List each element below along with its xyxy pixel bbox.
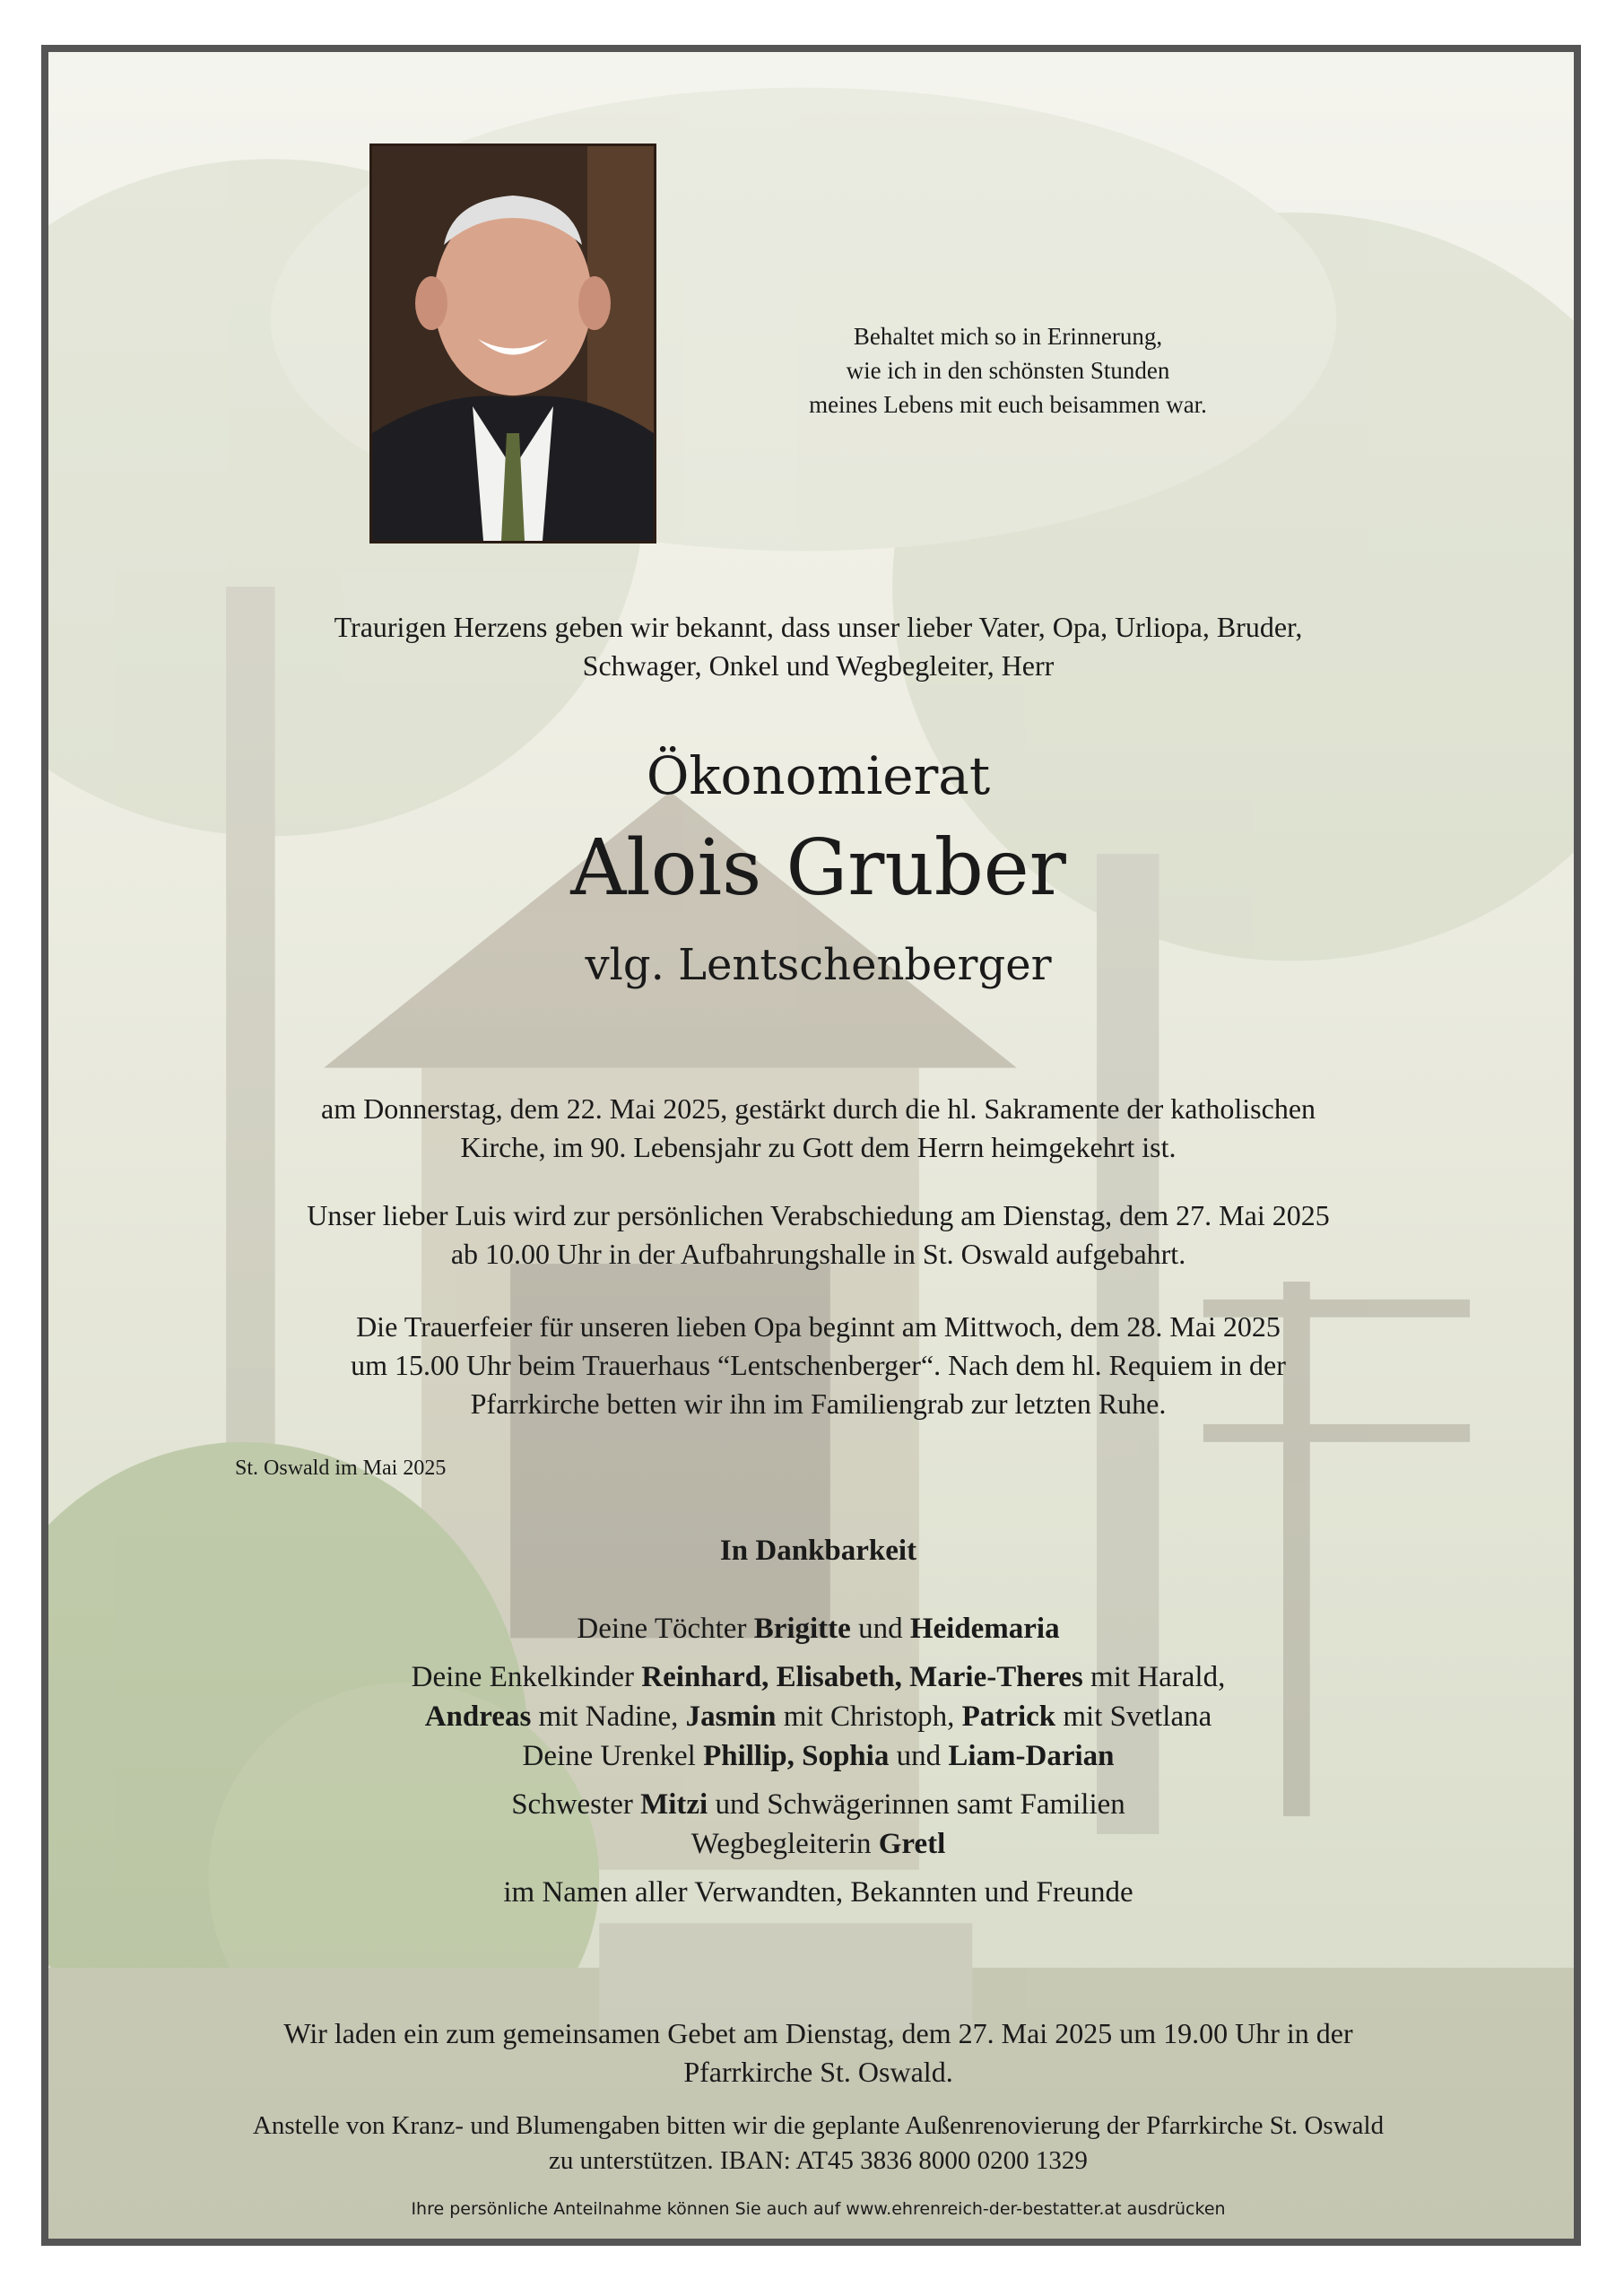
thanks-heading: In Dankbarkeit [719,1535,917,1567]
mourner-name: Heidemaria [909,1613,1060,1645]
family-daughters: Deine Töchter Brigitte und Heidemaria [577,1613,1060,1645]
funeral-paragraph [138,1308,1498,1423]
poem-line: wie ich in den schönsten Stunden [846,357,1170,384]
mourner-name: Phillip, Sophia [703,1740,890,1772]
family-grandchildren: Andreas mit Nadine, Jasmin mit Christoph, Patrick mit Svetlana [424,1700,1212,1733]
family-great-grandchildren: Deine Urenkel Phillip, Sophia und Liam-Darian [522,1740,1115,1772]
portrait-photo [369,144,656,544]
viewing-paragraph [138,1196,1498,1274]
place-date: St. Oswald im Mai 2025 [235,1457,447,1480]
memorial-poem [739,319,1277,422]
paragraph-line: um 15.00 Uhr beim Trauerhaus “Lentschenberger“. Nach dem hl. Requiem in der [351,1349,1286,1381]
paragraph-line: Unser lieber Luis wird zur persönlichen Verabschiedung am Dienstag, dem 27. Mai 2025 [307,1199,1330,1231]
mourner-name: Mitzi [640,1788,708,1821]
mourner-name: Jasmin [685,1700,777,1733]
family-all-relatives: im Namen aller Verwandten, Bekannten und Freunde [503,1876,1133,1909]
paragraph-line: am Donnerstag, dem 22. Mai 2025, gestärkt durch die hl. Sakramente der katholischen [320,1092,1316,1125]
deceased-title: Ökonomierat [646,745,991,806]
intro-line: Schwager, Onkel und Wegbegleiter, Herr [582,649,1055,682]
poem-line: Behaltet mich so in Erinnerung, [853,323,1163,350]
paragraph-line: Die Trauerfeier für unseren lieben Opa beginnt am Mittwoch, dem 28. Mai 2025 [356,1310,1281,1343]
paragraph-line: Kirche, im 90. Lebensjahr zu Gott dem Herrn heimgekehrt ist. [460,1131,1177,1163]
family-grandchildren: Deine Enkelkinder Reinhard, Elisabeth, Marie-Theres mit Harald, [411,1661,1226,1693]
deceased-nickname: vlg. Lentschenberger [585,940,1052,990]
mourner-name: Andreas [424,1700,532,1733]
family-companion: Wegbegleiterin Gretl [690,1828,946,1860]
paragraph-line: Pfarrkirche betten wir ihn im Familiengrab zur letzten Ruhe. [470,1387,1167,1420]
prayer-line: Wir laden ein zum gemeinsamen Gebet am Dienstag, dem 27. Mai 2025 um 19.00 Uhr in der [283,2017,1353,2049]
obituary-frame [41,45,1581,2246]
mourner-name: Gretl [878,1828,946,1860]
intro-line: Traurigen Herzens geben wir bekannt, dass unser lieber Vater, Opa, Urliopa, Bruder, [334,611,1303,643]
online-condolence-note: Ihre persönliche Anteilnahme können Sie auch auf www.ehrenreich-der-bestatter.at ausdrücken [411,2199,1226,2219]
mourner-name: Reinhard, Elisabeth, Marie-Theres [641,1661,1083,1693]
donation-request [102,2109,1534,2179]
death-notice-paragraph [138,1090,1498,1167]
announcement-intro [138,608,1498,685]
poem-line: meines Lebens mit euch beisammen war. [809,391,1207,418]
paragraph-line: ab 10.00 Uhr in der Aufbahrungshalle in St. Oswald aufgebahrt. [450,1238,1186,1270]
mourner-name: Brigitte [753,1613,851,1645]
family-sister: Schwester Mitzi und Schwägerinnen samt Familien [511,1788,1125,1821]
donation-line: zu unterstützen. IBAN: AT45 3836 8000 0200 1329 [549,2146,1088,2175]
donation-line: Anstelle von Kranz- und Blumengaben bitten wir die geplante Außenrenovierung der Pfarrkirche St. Oswald [252,2111,1385,2140]
mourner-name: Patrick [961,1700,1056,1733]
family-list [138,1609,1498,1912]
mourner-name: Liam-Darian [948,1740,1115,1772]
prayer-invitation [138,2014,1498,2092]
prayer-line: Pfarrkirche St. Oswald. [683,2056,953,2088]
deceased-name: Alois Gruber [570,823,1066,913]
